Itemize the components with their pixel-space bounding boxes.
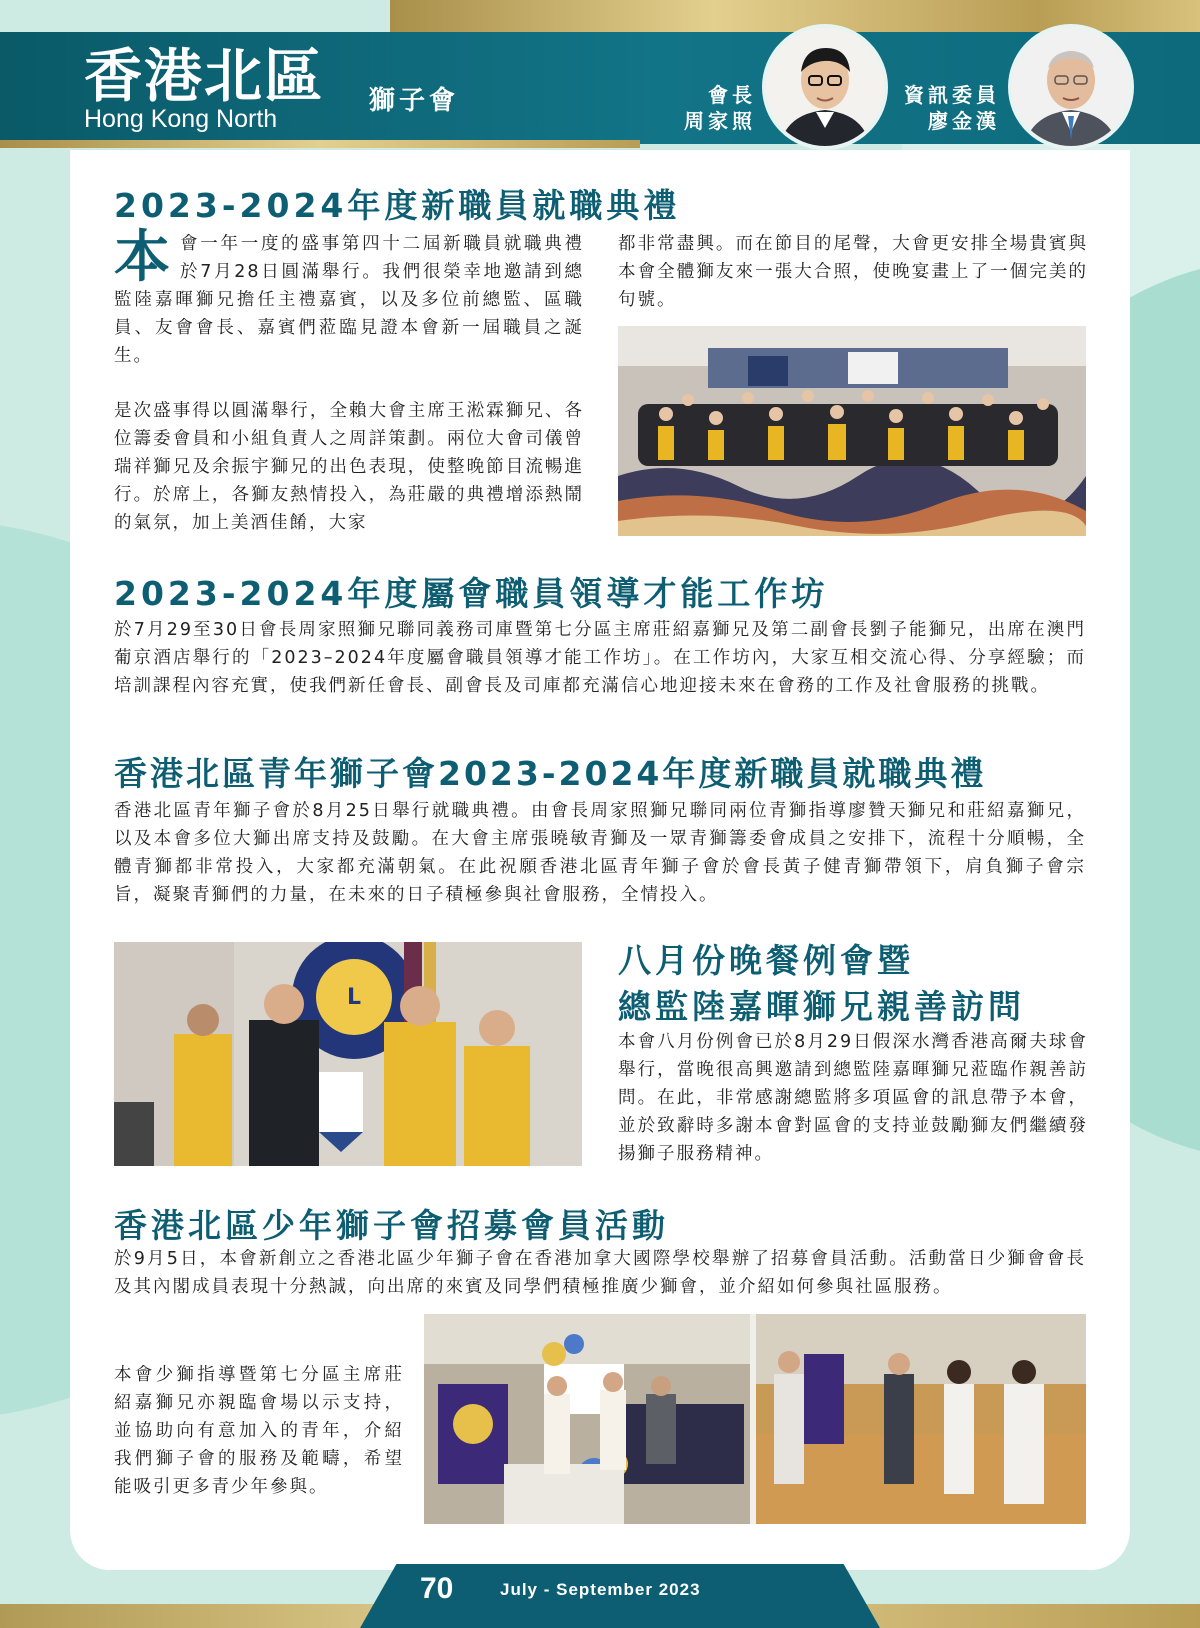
installation-text-1: 會一年一度的盛事第四十二屆新職員就職典禮於7月28日圓滿舉行。我們很榮幸地邀請到總監陸嘉暉獅兄擔任主禮嘉賓，以及多位前總監、區職員、友會會長、嘉賓們蒞臨見證本會新一屆職員之誕生。 [114,234,584,366]
svg-text:L: L [346,985,362,1010]
drop-cap: 本 [114,225,172,290]
section-title-leo-installation: 香港北區青年獅子會2023-2024年度新職員就職典禮 [114,754,987,793]
president-label [656,82,756,134]
installation-paragraph-3: 都非常盡興。而在節目的尾聲，大會更安排全場貴賓與本會全體獅友來一張大合照，使晚宴畫上了一個完美的句號。 [618,234,1088,310]
section-title-installation: 2023-2024年度新職員就職典禮 [114,186,681,225]
page-number: 70 [420,1572,454,1605]
installation-paragraph-2: 是次盛事得以圓滿舉行，全賴大會主席王淞霖獅兄、各位籌委會員和小組負責人之周詳策劃。兩位大會司儀曾瑞祥獅兄及余振宇獅兄的出色表現，使整晚節目流暢進行。於席上，各獅友熱情投入，為莊嚴的典禮增添熱鬧的氣氛，加上美酒佳餚，大家 [114,401,584,533]
masthead [84,42,460,133]
president-name: 周家照 [684,109,756,133]
info-officer-portrait [1008,24,1134,150]
recruitment-photo-collage [424,1314,1086,1524]
leo-recruitment-paragraph-1: 於9月5日，本會新創立之香港北區少年獅子會在香港加拿大國際學校舉辦了招募會員活動。活動當日少獅會會長及其內閣成員表現十分熱誠，向出席的來賓及同學們積極推廣少獅會，並介紹如何參與社區服務。 [114,1249,1086,1297]
president-title: 會長 [708,83,756,107]
district-governor-visit-photo [114,942,582,1166]
president-portrait [762,24,888,150]
section-title-leo-recruitment: 香港北區少年獅子會招募會員活動 [114,1206,669,1245]
issue-date: July - September 2023 [500,1580,701,1599]
brand-english: Hong Kong North [84,105,278,133]
brand-chinese: 香港北區 [84,42,325,110]
leo-recruitment-paragraph-2: 本會少獅指導暨第七分區主席莊紹嘉獅兄亦親臨會場以示支持，並協助向有意加入的青年，介紹我們獅子會的服務及範疇，希望能吸引更多青少年參與。 [114,1365,404,1497]
brand-club: 獅子會 [369,86,460,116]
info-officer-label [880,82,1000,134]
info-officer-title: 資訊委員 [904,83,1000,107]
workshop-paragraph: 於7月29至30日會長周家照獅兄聯同義務司庫暨第七分區主席莊紹嘉獅兄及第二副會長劉子能獅兄，出席在澳門葡京酒店舉行的「2023–2024年度屬會職員領導才能工作坊」。在工作坊內，大家互相交流心得、分享經驗；而培訓課程內容充實，使我們新任會長、副會長及司庫都充滿信心地迎接未來在會務的工作及社會服務的挑戰。 [114,620,1086,696]
installation-paragraph-1 [114,225,584,370]
info-officer-name: 廖金漢 [928,109,1000,133]
section-title-dinner-meeting [618,938,1025,1030]
dinner-meeting-title-line-2: 總監陸嘉暉獅兄親善訪問 [618,987,1025,1026]
dinner-meeting-paragraph: 本會八月份例會已於8月29日假深水灣香港高爾夫球會舉行，當晚很高興邀請到總監陸嘉暉獅兄蒞臨作親善訪問。在此，非常感謝總監將多項區會的訊息帶予本會，並於致辭時多謝本會對區會的支持並鼓勵獅友們繼續發揚獅子服務精神。 [618,1032,1088,1164]
section-title-workshop: 2023-2024年度屬會職員領導才能工作坊 [114,574,829,613]
header-gold-strip [0,140,640,148]
leo-installation-paragraph: 香港北區青年獅子會於8月25日舉行就職典禮。由會長周家照獅兄聯同兩位青獅指導廖贊天獅兄和莊紹嘉獅兄，以及本會多位大獅出席支持及鼓勵。在大會主席張曉敏青獅及一眾青獅籌委會成員之安排下，流程十分順暢，全體青獅都非常投入，大家都充滿朝氣。在此祝願香港北區青年獅子會於會長黃子健青獅帶領下，肩負獅子會宗旨，凝聚青獅們的力量，在未來的日子積極參與社會服務，全情投入。 [114,801,1086,905]
group-photo-installation [618,326,1086,536]
dinner-meeting-title-line-1: 八月份晚餐例會暨 [618,941,914,980]
